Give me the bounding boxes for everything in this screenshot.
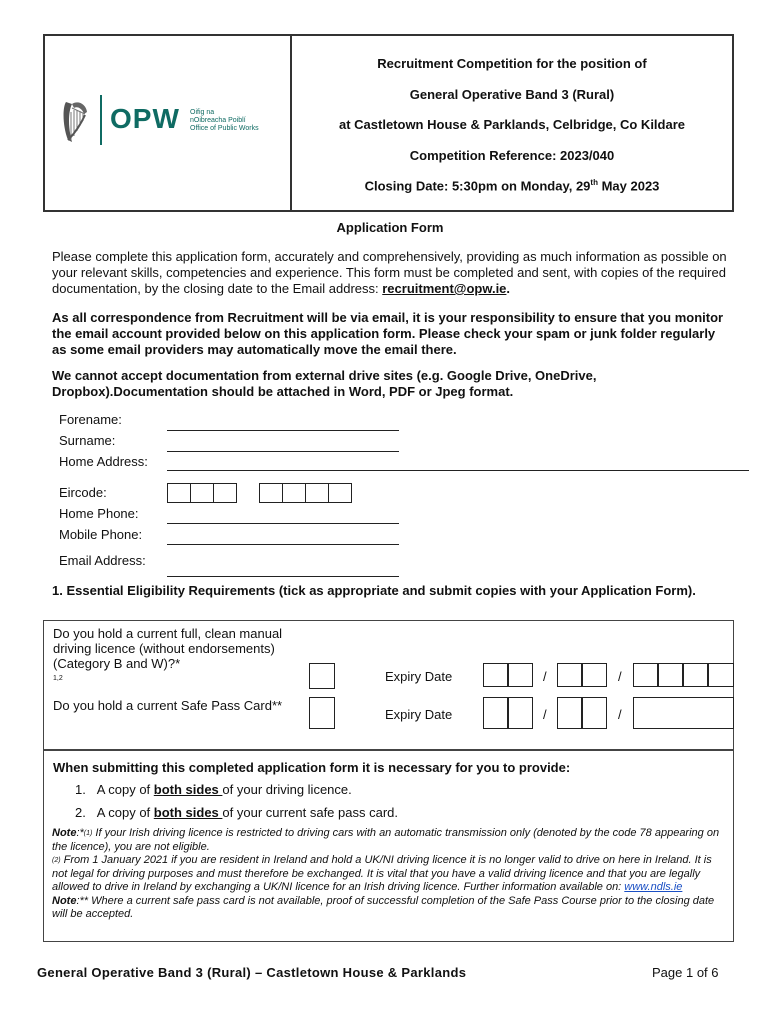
form-title: Application Form	[336, 220, 444, 235]
licence-expiry-label: Expiry Date	[385, 669, 453, 684]
eircode-box[interactable]	[190, 483, 214, 503]
opw-logo	[60, 95, 270, 151]
logo-sub-line: nOibreacha Poiblí	[190, 117, 246, 124]
recruitment-email-link[interactable]: recruitment@opw.ie	[382, 281, 507, 296]
date-cell[interactable]	[582, 663, 607, 687]
home-address-field[interactable]	[167, 470, 749, 471]
notes	[52, 827, 727, 922]
driving-licence-question: Do you hold a current full, clean manual driving licence (without endorsements) (Category B and W)?* $^{1,2}$	[53, 626, 283, 682]
home-address-label: Home Address:	[59, 454, 148, 469]
date-cell[interactable]	[483, 697, 508, 729]
submission-item-licence: 1. A copy of both sides of your driving licence.	[75, 782, 352, 797]
eircode-label: Eircode:	[59, 485, 107, 500]
ndls-link[interactable]: www.ndls.ie	[624, 881, 683, 893]
eligibility-title: 1. Essential Eligibility Requirements (tick as appropriate and submit copies with your Application Form).	[52, 583, 696, 598]
header-title-line2: General Operative Band 3 (Rural)	[409, 87, 615, 102]
header-title-line3: at Castletown House & Parklands, Celbridge, Co Kildare	[338, 117, 686, 132]
date-separator: /	[618, 669, 622, 684]
eircode-box[interactable]	[213, 483, 237, 503]
eircode-box[interactable]	[282, 483, 306, 503]
forename-field[interactable]	[167, 430, 399, 431]
date-cell[interactable]	[683, 663, 708, 687]
mobile-phone-label: Mobile Phone:	[59, 527, 143, 542]
harp-icon	[60, 98, 90, 144]
email-address-label: Email Address:	[59, 553, 146, 568]
date-cell[interactable]	[633, 697, 734, 729]
date-cell[interactable]	[582, 697, 607, 729]
date-separator: /	[618, 707, 622, 722]
mobile-phone-field[interactable]	[167, 544, 399, 545]
note-licence-restriction: Note:*$^{(1)}$ If your Irish driving licence is restricted to driving cars with an automatic transmission only (denoted by the code 78 appearing on the licence), you are not eligible.	[52, 827, 720, 853]
date-cell[interactable]	[508, 697, 533, 729]
intro-paragraph: Please complete this application form, accurately and comprehensively, providing as much information as possible on your relevant skills, competencies and experience. This form must be completed and sent, with copies of the required documentation, by the closing date to the Email address: recruitment@opw.ie.	[52, 249, 727, 296]
home-phone-field[interactable]	[167, 523, 399, 524]
logo-sub-line: Office of Public Works	[190, 125, 259, 132]
note-safe-pass: Note:** Where a current safe pass card is not available, proof of successful completion of the Safe Pass Course prior to the closing date will be accepted.	[52, 894, 715, 920]
date-separator: /	[543, 707, 547, 722]
driving-licence-checkbox[interactable]	[309, 663, 335, 689]
safe-pass-checkbox[interactable]	[309, 697, 335, 729]
date-cell[interactable]	[557, 697, 582, 729]
date-cell[interactable]	[557, 663, 582, 687]
date-cell[interactable]	[708, 663, 734, 687]
logo-sub-line: Oifig na	[190, 109, 215, 116]
page-number: Page 1 of 6	[652, 965, 719, 980]
footer-title: General Operative Band 3 (Rural) – Castletown House & Parklands	[37, 965, 467, 980]
eircode-box[interactable]	[328, 483, 352, 503]
date-cell[interactable]	[508, 663, 533, 687]
submission-title: When submitting this completed application form it is necessary for you to provide:	[53, 760, 571, 775]
eircode-box[interactable]	[167, 483, 191, 503]
surname-field[interactable]	[167, 451, 399, 452]
eircode-box[interactable]	[305, 483, 329, 503]
header-title-line1: Recruitment Competition for the position of	[377, 56, 647, 71]
submission-item-safe-pass: 2. A copy of both sides of your current safe pass card.	[75, 805, 398, 820]
closing-date: Closing Date: 5:30pm on Monday, 29th May 2023	[364, 178, 660, 194]
date-cell[interactable]	[633, 663, 658, 687]
safe-pass-question: Do you hold a current Safe Pass Card**	[53, 698, 283, 713]
surname-label: Surname:	[59, 433, 116, 448]
logo-divider	[100, 95, 102, 145]
note-uk-licence: $^{(2)}$ From 1 January 2021 if you are resident in Ireland and hold a UK/NI driving licence it is no longer valid to drive on here in Ireland. It is not legal for driving purposes and must therefore be exchanged. It is vital that you have a valid driving licence and that you are legally allowed to drive in Ireland by exchanging a UK/NI licence for an Irish driving licence. Further information available on: www.ndls.ie	[52, 854, 712, 893]
date-separator: /	[543, 669, 547, 684]
forename-label: Forename:	[59, 412, 122, 427]
email-address-field[interactable]	[167, 576, 399, 577]
safe-pass-expiry-label: Expiry Date	[385, 707, 453, 722]
home-phone-label: Home Phone:	[59, 506, 139, 521]
eircode-box[interactable]	[259, 483, 283, 503]
drive-notice: We cannot accept documentation from external drive sites (e.g. Google Drive, OneDrive, Dropbox).Documentation should be attached in Word, PDF or Jpeg format.	[52, 368, 597, 399]
date-cell[interactable]	[483, 663, 508, 687]
date-cell[interactable]	[658, 663, 683, 687]
logo-brand: OPW	[110, 103, 180, 134]
competition-reference: Competition Reference: 2023/040	[409, 148, 615, 163]
email-notice: As all correspondence from Recruitment will be via email, it is your responsibility to ensure that you monitor the email account provided below on this application form. Please check your spam or junk folder regularly as some email providers may automatically move the email there.	[52, 310, 724, 357]
